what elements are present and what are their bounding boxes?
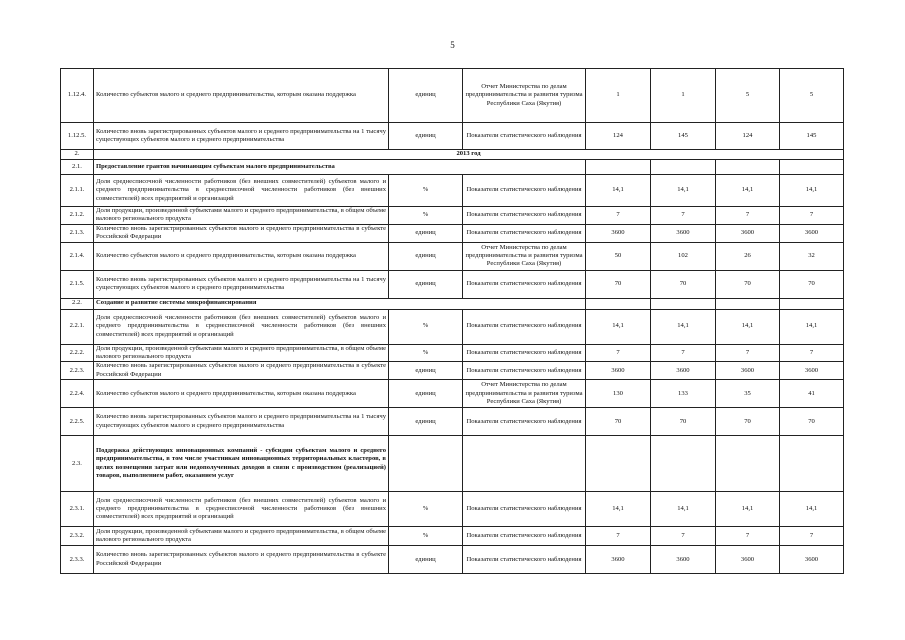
- unit-cell: %: [389, 492, 463, 527]
- table-row: [61, 309, 844, 344]
- section-title: Создание и развитие системы микрофинансирования: [94, 298, 586, 309]
- row-number: 2.2.2.: [61, 344, 94, 362]
- value-cell: 70: [780, 270, 844, 298]
- table-row: [61, 527, 844, 546]
- empty-cell: [716, 298, 780, 309]
- value-cell: 7: [586, 527, 651, 546]
- empty-cell: [716, 436, 780, 492]
- section-row: [61, 160, 844, 175]
- value-cell: 7: [651, 207, 716, 225]
- source-cell: Показатели статистического наблюдения: [463, 408, 586, 436]
- value-cell: 14,1: [716, 492, 780, 527]
- source-cell: Показатели статистического наблюдения: [463, 527, 586, 546]
- row-number: 2.2.5.: [61, 408, 94, 436]
- page-number: 5: [450, 40, 455, 50]
- value-cell: 3600: [586, 546, 651, 574]
- table-row: [61, 270, 844, 298]
- table-row: [61, 408, 844, 436]
- value-cell: 7: [651, 344, 716, 362]
- value-cell: 7: [716, 207, 780, 225]
- empty-cell: [651, 160, 716, 175]
- indicator-name: Количество субъектов малого и среднего предпринимательства, которым оказана поддержка: [94, 380, 389, 408]
- indicator-name: Количество вновь зарегистрированных субъектов малого и среднего предпринимательства на 1 тысячу существующих субъектов малого и среднего предпринимательства: [94, 270, 389, 298]
- year-header: 2013 год: [94, 150, 844, 160]
- table-body: [61, 69, 844, 574]
- indicator-name: Доля продукции, произведенной субъектами малого и среднего предпринимательства, в общем объеме валового регионального продукта: [94, 207, 389, 225]
- value-cell: 133: [651, 380, 716, 408]
- indicator-name: Количество вновь зарегистрированных субъектов малого и среднего предпринимательства в субъекте Российской Федерации: [94, 224, 389, 242]
- row-number: 2.3.1.: [61, 492, 94, 527]
- value-cell: 3600: [651, 546, 716, 574]
- value-cell: 70: [780, 408, 844, 436]
- row-number: 2.2.3.: [61, 362, 94, 380]
- value-cell: 7: [586, 207, 651, 225]
- indicator-name: Доля продукции, произведенной субъектами малого и среднего предпринимательства, в общем объеме валового регионального продукта: [94, 344, 389, 362]
- value-cell: 14,1: [780, 309, 844, 344]
- source-cell: Показатели статистического наблюдения: [463, 207, 586, 225]
- value-cell: 3600: [651, 224, 716, 242]
- unit-cell: единиц: [389, 362, 463, 380]
- value-cell: 14,1: [651, 175, 716, 207]
- source-cell: Показатели статистического наблюдения: [463, 175, 586, 207]
- row-number: 2.3.: [61, 436, 94, 492]
- empty-cell: [463, 436, 586, 492]
- source-cell: Отчет Министерства по делам предпринимательства и развития туризма Республики Саха (Якутия): [463, 242, 586, 270]
- value-cell: 5: [780, 69, 844, 123]
- unit-cell: единиц: [389, 380, 463, 408]
- value-cell: 7: [651, 527, 716, 546]
- source-cell: Отчет Министерства по делам предпринимательства и развития туризма Республики Саха (Якутия): [463, 380, 586, 408]
- source-cell: Показатели статистического наблюдения: [463, 270, 586, 298]
- table-row: [61, 224, 844, 242]
- value-cell: 3600: [651, 362, 716, 380]
- table-row: [61, 344, 844, 362]
- row-number: 2.: [61, 150, 94, 160]
- value-cell: 124: [586, 123, 651, 150]
- value-cell: 70: [586, 270, 651, 298]
- value-cell: 14,1: [651, 309, 716, 344]
- source-cell: Показатели статистического наблюдения: [463, 362, 586, 380]
- unit-cell: %: [389, 207, 463, 225]
- indicators-table: [60, 68, 844, 574]
- value-cell: 70: [586, 408, 651, 436]
- value-cell: 14,1: [586, 175, 651, 207]
- value-cell: 3600: [716, 546, 780, 574]
- empty-cell: [651, 436, 716, 492]
- section-title: Поддержка действующих инновационных компаний - субсидии субъектам малого и среднего предпринимательства, в том числе участникам инновационных территориальных кластеров, в целях возмещения затрат или недополученных доходов в связи с производством (реализацией) товаров, выполнением работ, оказанием услуг: [94, 436, 389, 492]
- unit-cell: %: [389, 175, 463, 207]
- indicator-name: Доля продукции, произведенной субъектами малого и среднего предпринимательства, в общем объеме валового регионального продукта: [94, 527, 389, 546]
- table-row: [61, 546, 844, 574]
- row-number: 2.1.5.: [61, 270, 94, 298]
- section-row: [61, 436, 844, 492]
- empty-cell: [586, 160, 651, 175]
- unit-cell: единиц: [389, 224, 463, 242]
- table-row: [61, 69, 844, 123]
- indicator-name: Количество вновь зарегистрированных субъектов малого и среднего предпринимательства в субъекте Российской Федерации: [94, 546, 389, 574]
- unit-cell: единиц: [389, 242, 463, 270]
- value-cell: 14,1: [716, 175, 780, 207]
- value-cell: 124: [716, 123, 780, 150]
- value-cell: 26: [716, 242, 780, 270]
- row-number: 2.2.1.: [61, 309, 94, 344]
- row-number: 2.1.: [61, 160, 94, 175]
- indicator-name: Количество субъектов малого и среднего предпринимательства, которым оказана поддержка: [94, 69, 389, 123]
- row-number: 2.3.3.: [61, 546, 94, 574]
- source-cell: Отчет Министерства по делам предпринимательства и развития туризма Республики Саха (Якутия): [463, 69, 586, 123]
- value-cell: 3600: [780, 362, 844, 380]
- value-cell: 35: [716, 380, 780, 408]
- table-row: [61, 175, 844, 207]
- indicator-name: Доля среднесписочной численности работников (без внешних совместителей) субъектов малого и среднего предпринимательства в среднесписочной численности работников (без внешних совместителей) всех предприятий и организаций: [94, 175, 389, 207]
- value-cell: 70: [716, 408, 780, 436]
- value-cell: 3600: [780, 546, 844, 574]
- value-cell: 1: [586, 69, 651, 123]
- table-row: [61, 380, 844, 408]
- row-number: 2.1.2.: [61, 207, 94, 225]
- value-cell: 145: [780, 123, 844, 150]
- source-cell: Показатели статистического наблюдения: [463, 546, 586, 574]
- value-cell: 70: [716, 270, 780, 298]
- empty-cell: [780, 160, 844, 175]
- table-row: [61, 492, 844, 527]
- indicator-name: Количество вновь зарегистрированных субъектов малого и среднего предпринимательства на 1 тысячу существующих субъектов малого и среднего предпринимательства: [94, 123, 389, 150]
- empty-cell: [716, 160, 780, 175]
- value-cell: 70: [651, 408, 716, 436]
- value-cell: 3600: [716, 362, 780, 380]
- unit-cell: %: [389, 344, 463, 362]
- unit-cell: единиц: [389, 546, 463, 574]
- value-cell: 3600: [586, 224, 651, 242]
- section-title: Предоставление грантов начинающим субъектам малого предпринимательства: [94, 160, 586, 175]
- value-cell: 5: [716, 69, 780, 123]
- source-cell: Показатели статистического наблюдения: [463, 492, 586, 527]
- value-cell: 130: [586, 380, 651, 408]
- source-cell: Показатели статистического наблюдения: [463, 309, 586, 344]
- unit-cell: единиц: [389, 123, 463, 150]
- row-number: 1.12.5.: [61, 123, 94, 150]
- row-number: 1.12.4.: [61, 69, 94, 123]
- value-cell: 7: [780, 527, 844, 546]
- source-cell: Показатели статистического наблюдения: [463, 224, 586, 242]
- empty-cell: [780, 298, 844, 309]
- value-cell: 7: [586, 344, 651, 362]
- value-cell: 7: [716, 344, 780, 362]
- table-row: [61, 242, 844, 270]
- row-number: 2.3.2.: [61, 527, 94, 546]
- unit-cell: единиц: [389, 408, 463, 436]
- unit-cell: %: [389, 309, 463, 344]
- value-cell: 102: [651, 242, 716, 270]
- value-cell: 14,1: [780, 492, 844, 527]
- row-number: 2.2.4.: [61, 380, 94, 408]
- row-number: 2.1.3.: [61, 224, 94, 242]
- value-cell: 14,1: [586, 492, 651, 527]
- row-number: 2.2.: [61, 298, 94, 309]
- value-cell: 7: [780, 344, 844, 362]
- value-cell: 3600: [780, 224, 844, 242]
- table-row: [61, 207, 844, 225]
- value-cell: 14,1: [716, 309, 780, 344]
- unit-cell: единиц: [389, 270, 463, 298]
- value-cell: 145: [651, 123, 716, 150]
- row-number: 2.1.1.: [61, 175, 94, 207]
- value-cell: 32: [780, 242, 844, 270]
- empty-cell: [586, 436, 651, 492]
- value-cell: 14,1: [780, 175, 844, 207]
- value-cell: 1: [651, 69, 716, 123]
- row-number: 2.1.4.: [61, 242, 94, 270]
- indicator-name: Доля среднесписочной численности работников (без внешних совместителей) субъектов малого и среднего предпринимательства в среднесписочной численности работников (без внешних совместителей) всех предприятий и организаций: [94, 492, 389, 527]
- indicator-name: Количество вновь зарегистрированных субъектов малого и среднего предпринимательства на 1 тысячу существующих субъектов малого и среднего предпринимательства: [94, 408, 389, 436]
- empty-cell: [389, 436, 463, 492]
- value-cell: 14,1: [586, 309, 651, 344]
- empty-cell: [651, 298, 716, 309]
- value-cell: 3600: [586, 362, 651, 380]
- unit-cell: единиц: [389, 69, 463, 123]
- value-cell: 3600: [716, 224, 780, 242]
- empty-cell: [586, 298, 651, 309]
- indicator-name: Доля среднесписочной численности работников (без внешних совместителей) субъектов малого и среднего предпринимательства в среднесписочной численности работников (без внешних совместителей) всех предприятий и организаций: [94, 309, 389, 344]
- value-cell: 7: [716, 527, 780, 546]
- value-cell: 14,1: [651, 492, 716, 527]
- source-cell: Показатели статистического наблюдения: [463, 344, 586, 362]
- table-row: [61, 362, 844, 380]
- value-cell: 70: [651, 270, 716, 298]
- table-row: [61, 123, 844, 150]
- source-cell: Показатели статистического наблюдения: [463, 123, 586, 150]
- year-row: [61, 150, 844, 160]
- unit-cell: %: [389, 527, 463, 546]
- value-cell: 41: [780, 380, 844, 408]
- section-row: [61, 298, 844, 309]
- value-cell: 7: [780, 207, 844, 225]
- empty-cell: [780, 436, 844, 492]
- indicator-name: Количество вновь зарегистрированных субъектов малого и среднего предпринимательства в субъекте Российской Федерации: [94, 362, 389, 380]
- value-cell: 50: [586, 242, 651, 270]
- indicator-name: Количество субъектов малого и среднего предпринимательства, которым оказана поддержка: [94, 242, 389, 270]
